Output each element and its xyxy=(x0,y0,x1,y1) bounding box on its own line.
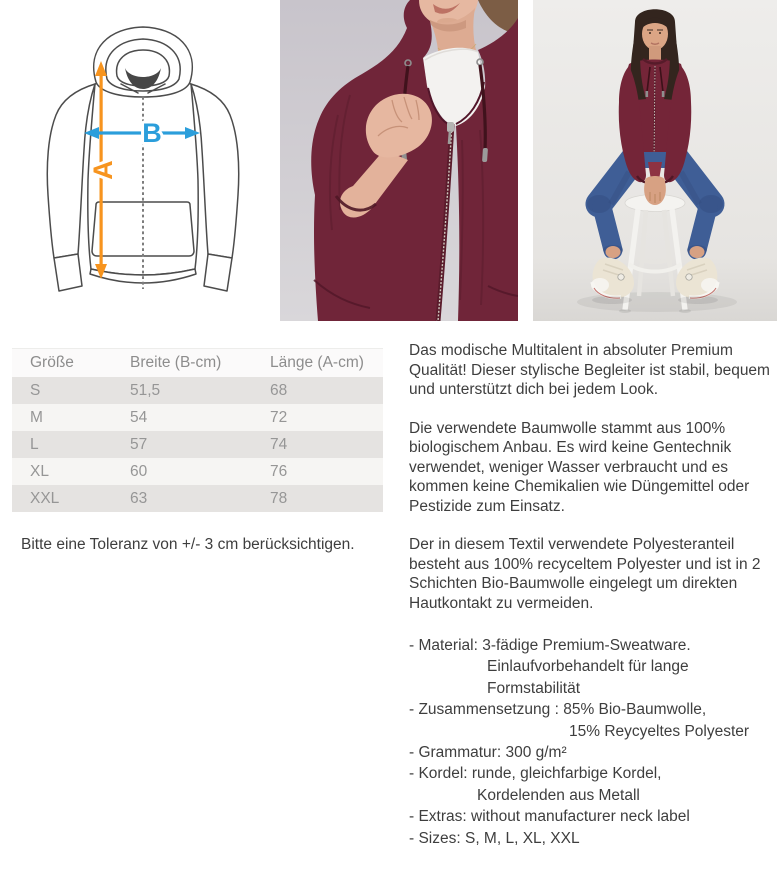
width-cell: 57 xyxy=(130,435,148,453)
table-row xyxy=(12,377,383,404)
detail-line: - Material: 3-fädige Premium-Sweatware. xyxy=(409,637,691,654)
product-description xyxy=(409,341,777,849)
length-label: A xyxy=(88,160,118,180)
tolerance-note: Bitte eine Toleranz von +/- 3 cm berücksichtigen. xyxy=(21,536,355,553)
table-row xyxy=(12,485,383,512)
length-cell: 72 xyxy=(270,408,288,426)
table-header-row xyxy=(12,349,383,378)
header-size: Größe xyxy=(12,349,130,378)
detail-line: - Extras: without manufacturer neck label xyxy=(409,808,690,826)
product-photo-model xyxy=(533,0,777,321)
width-cell: 54 xyxy=(130,408,148,426)
size-cell: XXL xyxy=(30,489,60,507)
size-cell: L xyxy=(30,435,39,453)
length-cell: 68 xyxy=(270,381,288,399)
detail-line: Kordelenden aus Metall xyxy=(477,786,640,804)
detail-line: - Sizes: S, M, L, XL, XXL xyxy=(409,829,580,847)
length-cell: 76 xyxy=(270,462,288,480)
width-cell: 60 xyxy=(130,462,148,480)
length-cell: 74 xyxy=(270,435,288,453)
header-width: Breite (B-cm) xyxy=(130,349,270,378)
detail-line: 15% Reycyeltes Polyester xyxy=(569,722,750,740)
length-cell: 78 xyxy=(270,489,288,507)
detail-line: Formstabilität xyxy=(487,679,581,697)
table-row xyxy=(12,458,383,485)
product-photo-closeup xyxy=(280,0,518,321)
header-length: Länge (A-cm) xyxy=(270,349,383,378)
size-cell: M xyxy=(30,408,43,426)
description-paragraph: Das modische Multitalent in absoluter Premium Qualität! Dieser stylische Begleiter ist stabil, bequem und unterstützt dich bei jedem Look. xyxy=(409,342,770,398)
description-paragraph: Der in diesem Textil verwendete Polyesteranteil besteht aus 100% recyceltem Polyester und ist in 2 Schichten Bio-Baumwolle eingelegt um direkten Hautkontakt zu vermeiden. xyxy=(409,536,761,612)
description-paragraph: Die verwendete Baumwolle stammt aus 100% biologischem Anbau. Es wird keine Gentechnik verwendet, weniger Wasser verbraucht und es kommen keine Chemikalien wie Düngemittel oder Pestizide zum Einsatz. xyxy=(409,419,750,515)
size-diagram-image xyxy=(0,0,280,321)
product-details-list xyxy=(409,635,777,849)
hood xyxy=(94,27,193,97)
table-row xyxy=(12,431,383,458)
width-label: B xyxy=(142,118,162,148)
width-cell: 51,5 xyxy=(130,381,161,399)
size-cell: S xyxy=(30,381,41,399)
detail-line: - Grammatur: 300 g/m² xyxy=(409,744,567,762)
detail-line: - Zusammensetzung : 85% Bio-Baumwolle, xyxy=(409,701,707,719)
table-row xyxy=(12,404,383,431)
width-cell: 63 xyxy=(130,489,148,507)
size-cell: XL xyxy=(30,462,49,480)
size-table xyxy=(12,348,383,512)
detail-line: Einlaufvorbehandelt für lange xyxy=(487,658,689,676)
detail-line: - Kordel: runde, gleichfarbige Kordel, xyxy=(409,765,662,783)
